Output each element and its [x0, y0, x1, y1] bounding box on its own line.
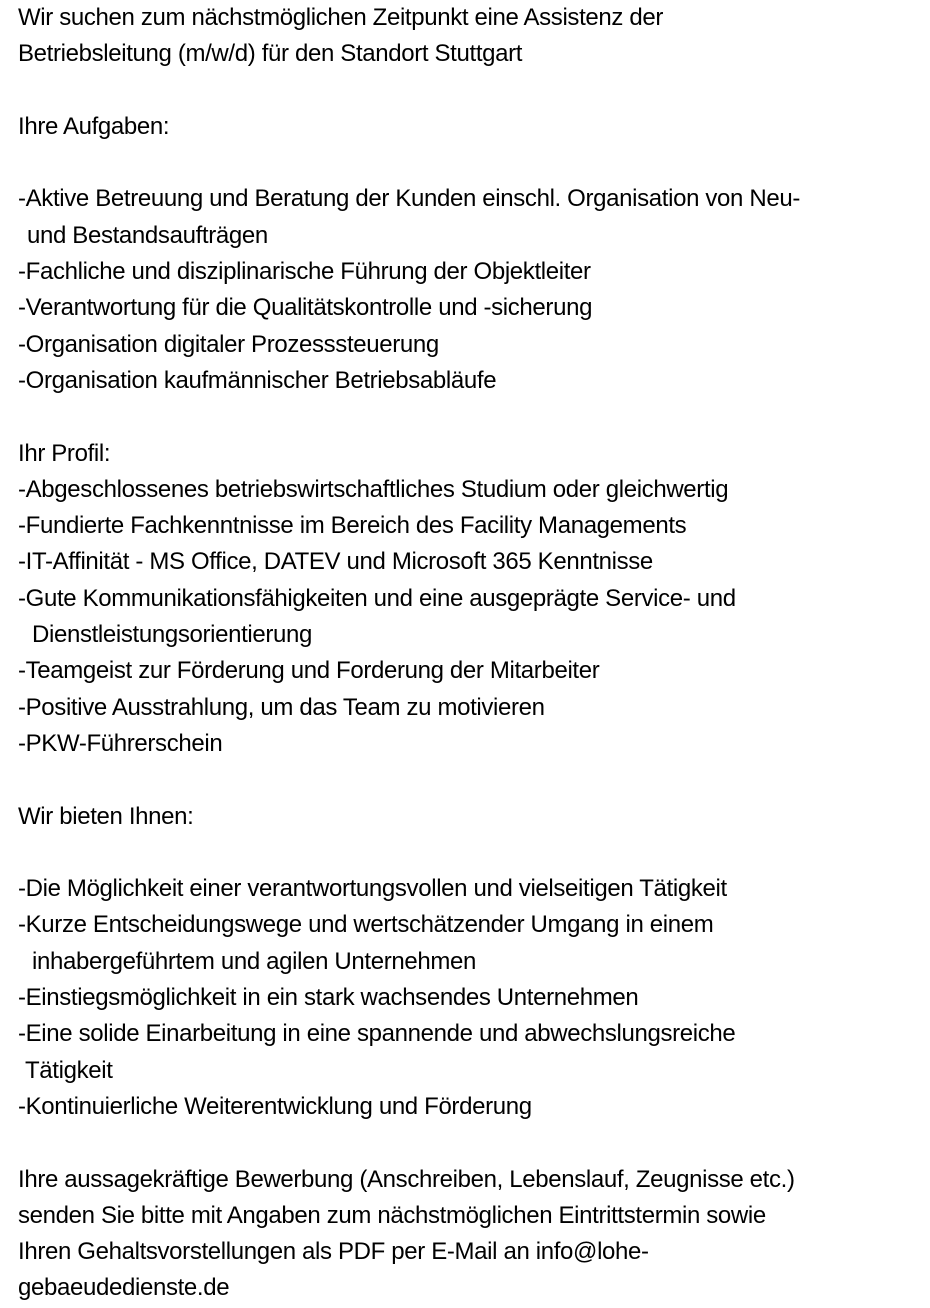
- aufgaben-item: -Organisation kaufmännischer Betriebsabläufe: [18, 366, 497, 394]
- angebot-item: -Kurze Entscheidungswege und wertschätzender Umgang in einem: [18, 911, 714, 939]
- profil-item-continuation: Dienstleistungsorientierung: [32, 621, 313, 649]
- profil-heading: Ihr Profil:: [18, 439, 111, 467]
- angebot-item: -Die Möglichkeit einer verantwortungsvollen und vielseitigen Tätigkeit: [18, 875, 727, 903]
- job-posting-document: [18, 0, 930, 1307]
- bewerbung-section: [18, 1162, 930, 1307]
- angebot-item: -Einstiegsmöglichkeit in ein stark wachsendes Unternehmen: [18, 984, 639, 1012]
- aufgaben-item: -Fachliche und disziplinarische Führung der Objektleiter: [18, 258, 591, 286]
- spacer: [18, 145, 930, 181]
- aufgaben-item: -Organisation digitaler Prozesssteuerung: [18, 330, 439, 358]
- profil-item: -PKW-Führerschein: [18, 729, 223, 757]
- aufgaben-section: [18, 109, 930, 399]
- profil-item: -Gute Kommunikationsfähigkeiten und eine ausgeprägte Service- und: [18, 584, 736, 612]
- profil-item: -Abgeschlossenes betriebswirtschaftliches Studium oder gleichwertig: [18, 475, 729, 503]
- profil-item: -IT-Affinität - MS Office, DATEV und Microsoft 365 Kenntnisse: [18, 548, 653, 576]
- profil-item: -Fundierte Fachkenntnisse im Bereich des Facility Managements: [18, 512, 687, 540]
- aufgaben-heading: Ihre Aufgaben:: [18, 112, 170, 140]
- aufgaben-item: -Verantwortung für die Qualitätskontrolle und -sicherung: [18, 294, 593, 322]
- angebot-item-continuation: Tätigkeit: [25, 1056, 113, 1084]
- aufgaben-item: -Aktive Betreuung und Beratung der Kunden einschl. Organisation von Neu-: [18, 185, 800, 213]
- intro-line: Wir suchen zum nächstmöglichen Zeitpunkt eine Assistenz der: [18, 4, 663, 31]
- spacer: [18, 73, 930, 109]
- spacer: [18, 835, 930, 871]
- spacer: [18, 399, 930, 435]
- bewerbung-line: Ihren Gehaltsvorstellungen als PDF per E-Mail an info@lohe-: [18, 1238, 649, 1266]
- profil-section: [18, 436, 930, 763]
- angebot-item-continuation: inhabergeführtem und agilen Unternehmen: [32, 947, 476, 975]
- profil-item: -Positive Ausstrahlung, um das Team zu motivieren: [18, 693, 545, 721]
- angebot-section: [18, 799, 930, 1126]
- intro-line: Betriebsleitung (m/w/d) für den Standort Stuttgart: [18, 40, 523, 68]
- spacer: [18, 762, 930, 798]
- profil-item: -Teamgeist zur Förderung und Forderung der Mitarbeiter: [18, 657, 600, 685]
- intro-section: [18, 0, 930, 73]
- bewerbung-line: senden Sie bitte mit Angaben zum nächstmöglichen Eintrittstermin sowie: [18, 1201, 766, 1229]
- angebot-item: -Eine solide Einarbeitung in eine spannende und abwechslungsreiche: [18, 1020, 736, 1048]
- bewerbung-line: Ihre aussagekräftige Bewerbung (Anschreiben, Lebenslauf, Zeugnisse etc.): [18, 1165, 795, 1193]
- spacer: [18, 1125, 930, 1161]
- bewerbung-line: gebaeudedienste.de: [18, 1274, 230, 1302]
- angebot-heading: Wir bieten Ihnen:: [18, 802, 194, 830]
- aufgaben-item-continuation: und Bestandsaufträgen: [27, 221, 268, 249]
- angebot-item: -Kontinuierliche Weiterentwicklung und Förderung: [18, 1092, 532, 1120]
